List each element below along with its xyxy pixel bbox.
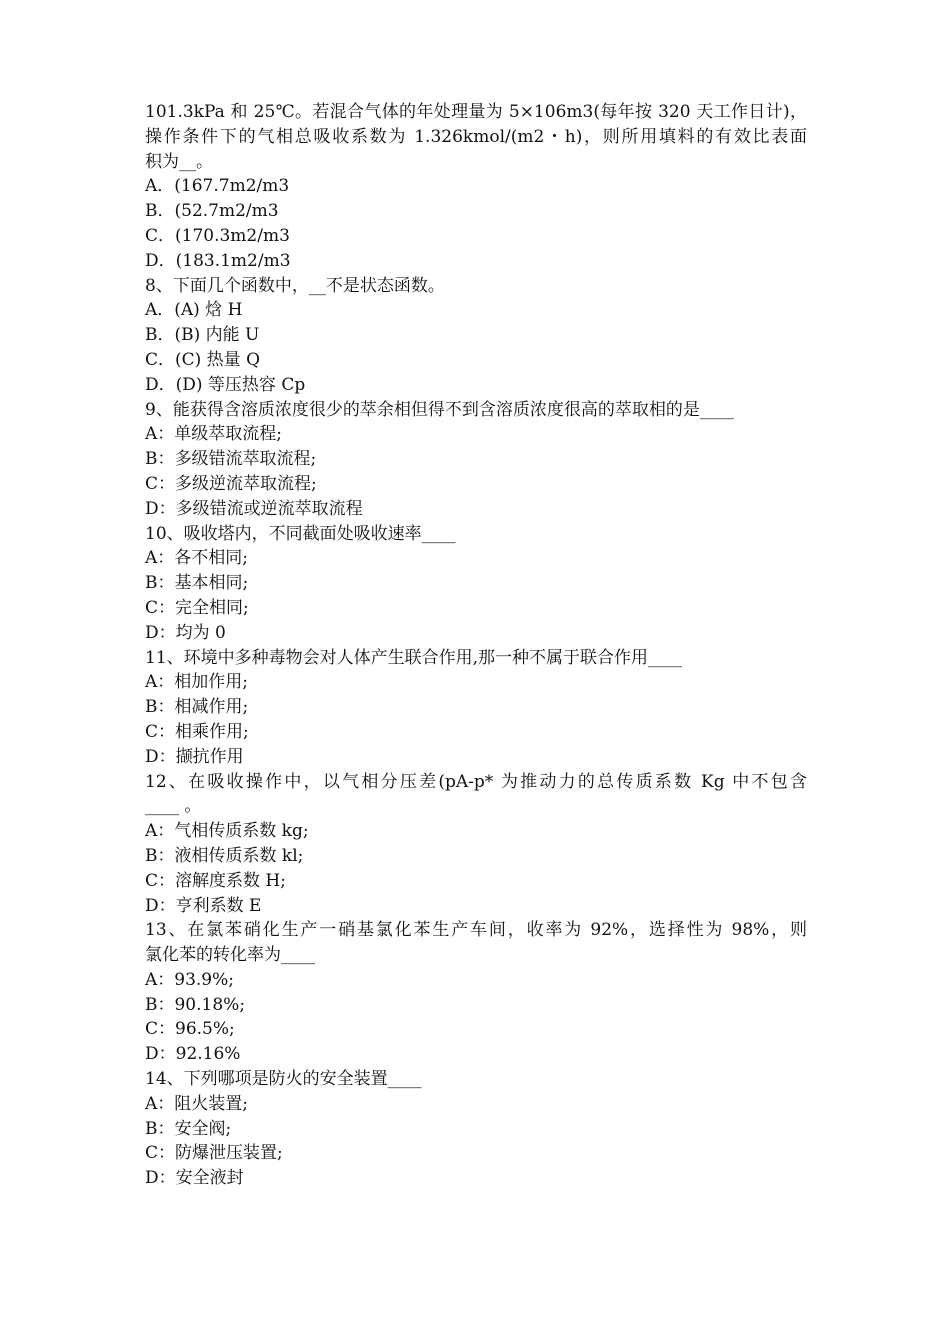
option-b: B：液相传质系数 kl; xyxy=(145,845,304,866)
question-7-text-line-3: 积为__。 xyxy=(145,151,213,172)
option-a: A．(167.7m2/m3 xyxy=(145,176,290,197)
question-12-text-line-2: ____ 。 xyxy=(145,796,202,817)
option-d: D．(183.1m2/m3 xyxy=(145,250,291,271)
option-b: B：多级错流萃取流程; xyxy=(145,449,317,470)
question-14-text: 14、下列哪项是防火的安全装置____ xyxy=(145,1069,422,1090)
option-a: A：气相传质系数 kg; xyxy=(145,821,309,842)
option-a: A：相加作用; xyxy=(145,672,249,693)
question-8-text: 8、下面几个函数中，__不是状态函数。 xyxy=(145,275,445,296)
option-d: D：撷抗作用 xyxy=(145,746,244,767)
option-c: C：完全相同; xyxy=(145,597,249,618)
question-12-text-line-1: 12、在吸收操作中，以气相分压差(pA-p* 为推动力的总传质系数 Kg 中不包含 xyxy=(145,771,807,792)
option-b: B：基本相同; xyxy=(145,573,249,594)
option-b: B．(52.7m2/m3 xyxy=(145,201,279,222)
option-d: D：均为 0 xyxy=(145,622,226,643)
option-a: A：阻火装置; xyxy=(145,1093,249,1114)
option-b: B．(B) 内能 U xyxy=(145,325,260,346)
option-c: C：多级逆流萃取流程; xyxy=(145,473,317,494)
option-b: B：安全阀; xyxy=(145,1118,232,1139)
option-a: A：93.9%; xyxy=(145,969,235,990)
option-a: A．(A) 焓 H xyxy=(145,300,243,321)
document-body xyxy=(145,100,807,1191)
question-9-text: 9、能获得含溶质浓度很少的萃余相但得不到含溶质浓度很高的萃取相的是____ xyxy=(145,399,734,420)
option-c: C：溶解度系数 H; xyxy=(145,870,286,891)
option-d: D：安全液封 xyxy=(145,1168,244,1189)
question-10-text: 10、吸收塔内，不同截面处吸收速率____ xyxy=(145,523,456,544)
question-13-text-line-2: 氯化苯的转化率为____ xyxy=(145,945,315,966)
option-c: C：相乘作用; xyxy=(145,721,249,742)
option-a: A：各不相同; xyxy=(145,548,249,569)
option-c: C．(C) 热量 Q xyxy=(145,349,261,370)
option-d: D：亨利系数 E xyxy=(145,895,262,916)
question-11-text: 11、环境中多种毒物会对人体产生联合作用,那一种不属于联合作用____ xyxy=(145,647,683,668)
option-c: C：防爆泄压装置; xyxy=(145,1143,283,1164)
option-c: C．(170.3m2/m3 xyxy=(145,225,290,246)
option-d: D：92.16% xyxy=(145,1044,241,1065)
option-a: A：单级萃取流程; xyxy=(145,424,283,445)
option-b: B：90.18%; xyxy=(145,994,246,1015)
option-d: D：多级错流或逆流萃取流程 xyxy=(145,498,363,519)
option-b: B：相减作用; xyxy=(145,697,249,718)
option-c: C：96.5%; xyxy=(145,1019,235,1040)
question-13-text-line-1: 13、在氯苯硝化生产一硝基氯化苯生产车间，收率为 92%，选择性为 98%，则 xyxy=(145,920,807,941)
option-d: D．(D) 等压热容 Cp xyxy=(145,374,306,395)
question-7-text-line-2: 操作条件下的气相总吸收系数为 1.326kmol/(m2・h)，则所用填料的有效比表面 xyxy=(145,126,807,147)
question-7-text-line-1: 101.3kPa 和 25℃。若混合气体的年处理量为 5×106m3(每年按 320 天工作日计)， xyxy=(145,102,807,122)
